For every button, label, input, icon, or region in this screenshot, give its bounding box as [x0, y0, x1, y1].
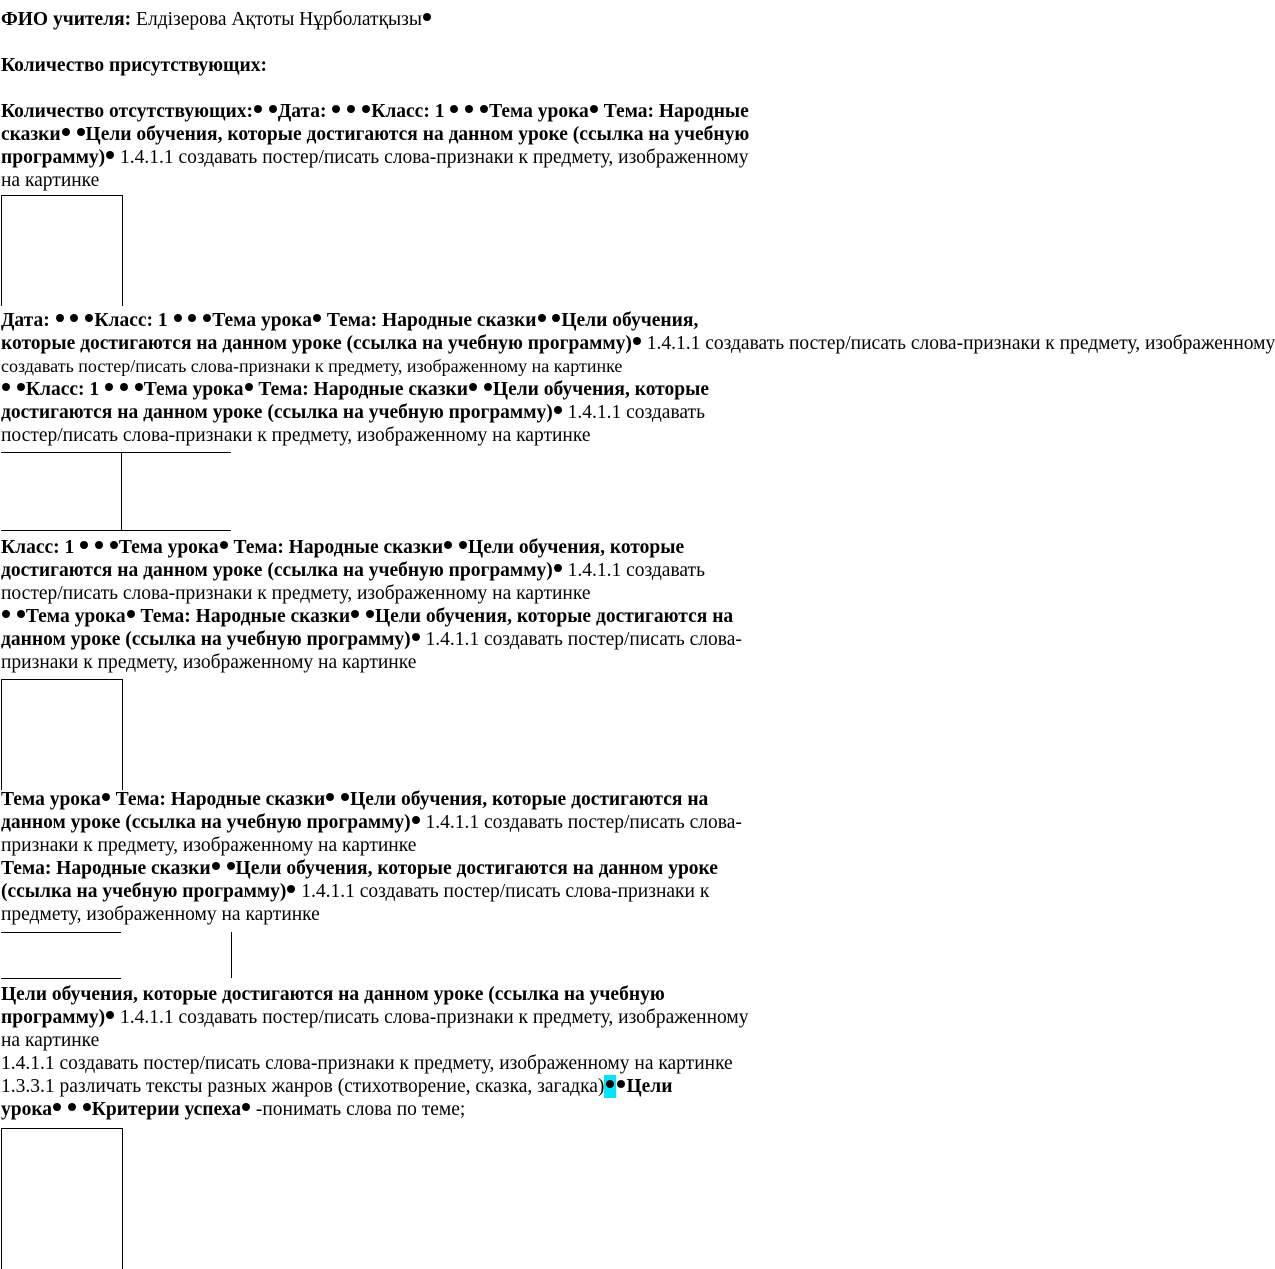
bullet-icon	[56, 314, 64, 322]
class-block: Класс: 1 Тема урока Тема: Народные сказки Цели обучения, которые достигаются на данном уроке (ссылка на учебную программу) 1.4.1.1 создавать постер/писать слова-признаки к предмету, изображенному на картинке Тема урока Тема: Народные сказки Цели обучения, которые достигаются на данном уроке (ссылка на учебную программу) 1.4.1.1 создавать постер/писать слова- признаки к предмету, изображенному на картинке	[1, 537, 742, 673]
bullet-icon	[110, 541, 118, 549]
teacher-line	[1, 8, 813, 31]
bullet-icon	[77, 128, 85, 136]
table-cell-empty	[1, 195, 123, 306]
bullet-icon	[227, 862, 235, 870]
bullet-icon	[245, 383, 253, 391]
topic-label-cont: сказки	[1, 124, 61, 145]
objective-text: 1.4.1.1 создавать постер/писать слова-признаки к предмету, изображенному	[641, 333, 1275, 354]
class-label: Класс: 1	[25, 379, 100, 400]
table-rule	[1, 452, 231, 453]
bullet-icon	[95, 541, 103, 549]
table-rule	[1, 932, 121, 933]
topic-full: Тема: Народные сказки	[233, 537, 444, 558]
lesson-label: Тема урока	[212, 310, 312, 331]
present-label: Количество присутствующих:	[1, 55, 267, 76]
bullet-icon	[450, 105, 458, 113]
bullet-icon	[105, 383, 113, 391]
goals-text: которые достигаются на данном уроке (ссылка на учебную программу)	[1, 333, 632, 354]
bullet-icon	[538, 314, 546, 322]
objective-text: 1.4.1.1 создавать постер/писать слова-признаки к предмету, изображенному	[115, 147, 749, 168]
criteria-text: -понимать слова по теме;	[251, 1099, 466, 1120]
bullet-icon	[212, 862, 220, 870]
bullet-icon	[188, 314, 196, 322]
objective-text-cont: на картинке	[1, 170, 100, 191]
bullet-icon	[341, 793, 349, 801]
bullet-icon	[617, 1080, 625, 1088]
bullet-icon	[362, 105, 370, 113]
bullet-icon	[590, 105, 598, 113]
bullet-icon	[2, 610, 10, 618]
bullet-icon	[83, 1103, 91, 1111]
bullet-icon	[484, 383, 492, 391]
bullet-icon	[554, 564, 562, 572]
bullet-icon	[80, 541, 88, 549]
bullet-icon	[347, 105, 355, 113]
present-line	[1, 54, 813, 77]
lesson-label: Тема урока	[489, 101, 589, 122]
table-rule	[231, 932, 232, 978]
goals-block: Цели обучения, которые достигаются на данном уроке (ссылка на учебную программу) 1.4.1.1 создавать постер/писать слова-признаки к предмету, изображенному на картинке 1.4.1.1 создавать постер/писать слова-признаки к предмету, изображенному на картинке 1.3.3.1 различать тексты разных жанров (стихотворение, сказка, загадка) Цели урока Критерии успеха -понимать слова по теме;	[1, 984, 749, 1120]
bullet-icon	[174, 314, 182, 322]
bullet-icon	[269, 105, 277, 113]
lesson-label: Тема урока	[143, 379, 244, 400]
highlight-mark	[604, 1075, 616, 1098]
bullet-icon	[68, 1103, 76, 1111]
table-cell-empty	[1, 679, 123, 790]
lesson-goals-cont: урока	[1, 1099, 53, 1120]
class-label: Класс: 1	[94, 310, 168, 331]
topic-full: Тема: Народные сказки	[326, 310, 537, 331]
class-label: Класс: 1	[371, 101, 445, 122]
bullet-icon	[203, 314, 211, 322]
bullet-icon	[444, 541, 452, 549]
bullet-icon	[254, 105, 262, 113]
table-rule	[121, 452, 122, 530]
bullet-icon	[106, 1011, 114, 1019]
bullet-icon	[85, 314, 93, 322]
bullet-icon	[102, 793, 110, 801]
lesson-block: Тема урока Тема: Народные сказки Цели обучения, которые достигаются на данном уроке (ссылка на учебную программу) 1.4.1.1 создавать постер/писать слова- признаки к предмету, изображенному на картинке Тема: Народные сказки Цели обучения, которые достигаются на данном уроке (ссылка на учебную программу) 1.4.1.1 создавать постер/писать слова-признаки к предмету, изображенному на картинке	[1, 789, 742, 925]
bullet-icon	[366, 610, 374, 618]
bullet-icon	[70, 314, 78, 322]
topic-full: Тема: Народные сказки	[140, 606, 351, 627]
bullet-icon	[17, 610, 25, 618]
bullet-icon	[332, 105, 340, 113]
bullet-icon	[220, 541, 228, 549]
table-rule	[1, 530, 231, 531]
date-block: Дата: Класс: 1 Тема урока Тема: Народные сказки Цели обучения, которые достигаются на данном уроке (ссылка на учебную программу) 1.4.1.1 создавать постер/писать слова-признаки к предмету, изображенному создавать постер/писать слова-признаки к предмету, изображенному на картинке Класс: 1 Тема урока Тема: Народные сказки Цели обучения, которые достигаются на данном уроке (ссылка на учебную программу) 1.4.1.1 создавать постер/писать слова-признаки к предмету, изображенному на картинке	[1, 310, 1275, 446]
lesson-label: Тема урока	[118, 537, 219, 558]
topic-full: Тема: Народные сказки	[115, 789, 326, 810]
absent-block	[1, 100, 813, 192]
bullet-icon	[326, 793, 334, 801]
bullet-icon	[469, 383, 477, 391]
goals-label: Цели обучения, которые достигаются на данном уроке (ссылка на учебную	[85, 124, 750, 145]
bullet-icon	[313, 314, 321, 322]
objective-text-cont: на картинке	[1, 1030, 100, 1051]
bullet-icon	[465, 105, 473, 113]
bullet-icon	[17, 383, 25, 391]
table-rule	[1, 978, 121, 979]
goals-program: программу)	[1, 1007, 106, 1028]
bullet-icon	[459, 541, 467, 549]
bullet-icon	[351, 610, 359, 618]
class-label: Класс: 1	[1, 537, 75, 558]
bullet-icon	[135, 383, 143, 391]
bullet-icon	[412, 816, 420, 824]
date-label: Дата:	[277, 101, 327, 122]
topic-full: Тема: Народные сказки	[258, 379, 469, 400]
teacher-name: Елдізерова Ақтоты Нұрболатқызы	[131, 9, 422, 30]
absent-label: Количество отсутствующих:	[1, 101, 253, 122]
bullet-icon	[423, 13, 431, 21]
goals-label: Цели обучения,	[561, 310, 699, 331]
bullet-icon	[120, 383, 128, 391]
bullet-icon	[53, 1103, 61, 1111]
lesson-label: Тема урока	[1, 789, 101, 810]
objective-text: 1.4.1.1 создавать постер/писать слова-признаки к предмету, изображенному	[115, 1007, 749, 1028]
bullet-icon	[2, 383, 10, 391]
bullet-icon	[62, 128, 70, 136]
bullet-icon	[287, 885, 295, 893]
criteria-label: Критерии успеха	[91, 1099, 241, 1120]
objective-2: 1.3.3.1 различать тексты разных жанров (стихотворение, сказка, загадка)	[1, 1076, 605, 1097]
lesson-goals-label: Цели	[626, 1076, 673, 1097]
table-cell-empty	[1, 1128, 123, 1269]
topic-full: Тема: Народные сказки	[1, 858, 211, 879]
bullet-icon	[554, 406, 562, 414]
topic-label: Тема: Народные	[603, 101, 749, 122]
bullet-icon	[412, 633, 420, 641]
bullet-icon	[633, 337, 641, 345]
bullet-icon	[480, 105, 488, 113]
goals-program: программу)	[1, 147, 106, 168]
date-label: Дата:	[1, 310, 50, 331]
bullet-icon	[106, 151, 114, 159]
bullet-icon	[606, 1080, 614, 1088]
goals-full: Цели обучения, которые достигаются на данном уроке (ссылка на учебную	[1, 984, 665, 1005]
bullet-icon	[552, 314, 560, 322]
lesson-label: Тема урока	[25, 606, 126, 627]
teacher-label: ФИО учителя:	[1, 9, 132, 30]
bullet-icon	[242, 1103, 250, 1111]
bullet-icon	[127, 610, 135, 618]
